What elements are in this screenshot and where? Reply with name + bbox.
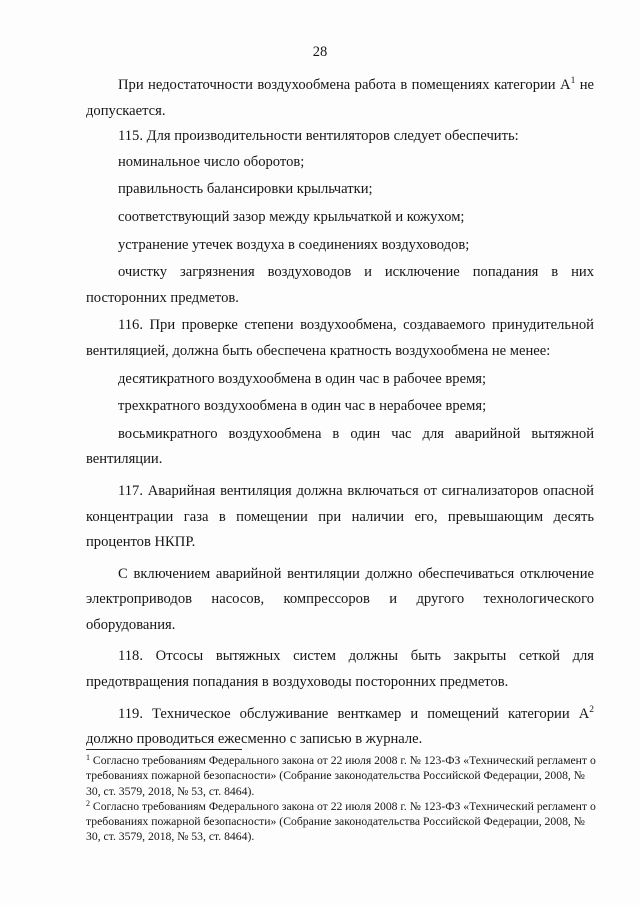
footnote-reference: 2 — [589, 704, 594, 715]
paragraph-text: 119. Техническое обслуживание венткамер и помещений категории А — [118, 705, 590, 722]
footnote-text: Согласно требованиям Федерального закона от 22 июля 2008 г. № 123-ФЗ «Технический регламент о требованиях пожарной безопасности» (Собрание законодательства Российской Федерации, 2008, № 30, ст. 3579, 2018, № 53, ст. 8464). — [86, 754, 596, 798]
paragraph-text: При недостаточности воздухообмена работа в помещениях категории А — [118, 77, 571, 93]
list-item: устранение утечек воздуха в соединениях воздуховодов; — [118, 236, 470, 253]
list-item: номинальное число оборотов; — [118, 153, 305, 170]
footnote-text: Согласно требованиям Федерального закона от 22 июля 2008 г. № 123-ФЗ «Технический регламент о требованиях пожарной безопасности» (Собрание законодательства Российской Федерации, 2008, № 30, ст. 3579, 2018, № 53, ст. 8464). — [86, 799, 596, 844]
paragraph-119 — [86, 702, 594, 753]
list-item: восьмикратного воздухообмена в один час для аварийной вытяжной вентиляции. — [86, 425, 594, 468]
page-number: 28 — [312, 44, 328, 60]
paragraph-118: 118. Отсосы вытяжных систем должны быть закрыты сеткой для предотвращения попадания в воздуховоды посторонних предметов. — [86, 648, 594, 691]
list-item: десятикратного воздухообмена в один час в рабочее время; — [118, 370, 487, 387]
footnotes — [86, 753, 598, 845]
footnote-2 — [86, 799, 598, 845]
paragraph-116: 116. При проверке степени воздухообмена, создаваемого принудительной вентиляцией, должна быть обеспечена кратность воздухообмена не менее: — [86, 317, 594, 359]
footnote-mark: 2 — [86, 798, 90, 808]
footnote-1 — [86, 753, 598, 799]
footnote-reference: 1 — [570, 76, 576, 86]
list-item: очистку загрязнения воздуховодов и исключение попадания в них посторонних предметов. — [86, 264, 594, 306]
footnote-mark: 1 — [86, 753, 90, 762]
list-item: правильность балансировки крыльчатки; — [118, 181, 373, 198]
paragraph-115: 115. Для производительности вентиляторов следует обеспечить: — [118, 128, 519, 145]
list-item: соответствующий зазор между крыльчаткой и кожухом; — [118, 208, 465, 225]
paragraph-ventilation-insufficiency — [86, 73, 594, 124]
paragraph-117: 117. Аварийная вентиляция должна включаться от сигнализаторов опасной концентрации газа в помещении при наличии его, превышающим десять процентов НКПР. — [86, 482, 594, 551]
list-item: трехкратного воздухообмена в один час в нерабочее время; — [118, 398, 487, 415]
body-text — [86, 73, 594, 753]
paragraph-text-tail: не допускается. — [86, 77, 594, 119]
paragraph-emergency-shutdown: С включением аварийной вентиляции должно обеспечиваться отключение электроприводов насосов, компрессоров и другого технологического оборудования. — [86, 565, 594, 633]
footnote-divider — [86, 749, 242, 750]
paragraph-text-tail: должно проводиться ежесменно с записью в журнале. — [86, 731, 423, 748]
